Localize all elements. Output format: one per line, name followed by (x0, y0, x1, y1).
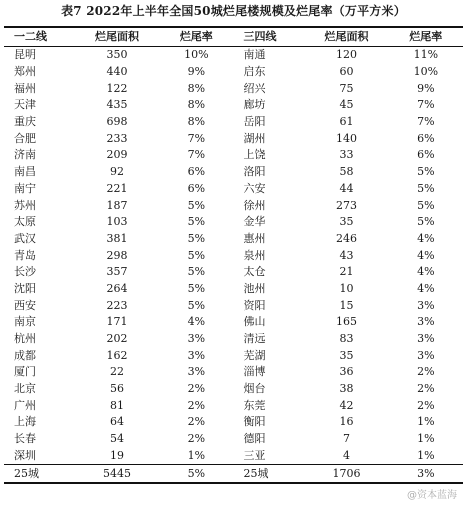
rate-cell: 8% (187, 115, 206, 129)
city-cell: 南昌 (14, 165, 36, 179)
city-cell: 广州 (14, 398, 36, 412)
area-cell: 15 (339, 298, 354, 312)
area-cell: 223 (106, 298, 128, 312)
table-row (4, 314, 463, 331)
rate-cell: 2% (417, 365, 435, 379)
rate-cell: 4% (187, 315, 206, 329)
area-cell: 21 (339, 265, 354, 279)
rate-cell: 6% (417, 148, 435, 162)
city-cell: 六安 (243, 181, 266, 195)
header-area: 烂尾面积 (304, 27, 388, 47)
rate-cell: 4% (417, 248, 435, 262)
area-cell: 171 (106, 315, 128, 329)
total-area-cell: 5445 (75, 465, 159, 484)
area-cell: 209 (106, 148, 128, 162)
rate-cell: 4% (417, 265, 435, 279)
city-cell: 清远 (243, 332, 266, 346)
city-cell: 三亚 (243, 448, 266, 462)
table-row (4, 381, 463, 398)
table-caption: 表7 2022年上半年全国50城烂尾楼规模及烂尾率（万平方米） (61, 4, 406, 18)
header-tier34: 三四线 (233, 27, 304, 47)
city-cell: 芜湖 (243, 348, 266, 362)
area-cell: 60 (339, 65, 354, 79)
rate-cell: 6% (187, 181, 206, 195)
city-cell: 上饶 (243, 148, 266, 162)
city-cell: 烟台 (243, 382, 266, 396)
area-cell: 698 (106, 115, 128, 129)
area-cell: 140 (335, 131, 357, 145)
area-cell: 75 (339, 81, 354, 95)
rate-cell: 5% (187, 198, 206, 212)
city-cell: 上海 (14, 415, 36, 429)
total-city-cell: 25城 (4, 465, 75, 484)
area-cell: 120 (335, 48, 357, 62)
table-row (4, 247, 463, 264)
city-cell: 长春 (14, 432, 36, 446)
table-row (4, 297, 463, 314)
area-cell: 165 (335, 315, 357, 329)
area-cell: 221 (106, 181, 128, 195)
city-cell: 太仓 (243, 265, 266, 279)
data-table (4, 26, 463, 484)
rate-cell: 5% (417, 181, 435, 195)
table-row (4, 130, 463, 147)
area-cell: 54 (110, 432, 124, 446)
area-cell: 64 (110, 415, 124, 429)
rate-cell: 5% (417, 198, 435, 212)
area-cell: 45 (339, 98, 354, 112)
city-cell: 天津 (14, 98, 36, 112)
table-row (4, 181, 463, 198)
rate-cell: 11% (413, 48, 439, 62)
total-city-cell: 25城 (233, 465, 304, 484)
header-tier12: 一二线 (4, 27, 75, 47)
city-cell: 廊坊 (243, 98, 266, 112)
area-cell: 44 (339, 181, 354, 195)
rate-cell: 1% (187, 448, 206, 462)
city-cell: 佛山 (243, 315, 266, 329)
table-row (4, 281, 463, 298)
rate-cell: 10% (184, 48, 209, 62)
table-row (4, 214, 463, 231)
city-cell: 昆明 (14, 48, 36, 62)
total-rate-cell: 5% (159, 465, 233, 484)
city-cell: 沈阳 (14, 281, 36, 295)
city-cell: 南通 (243, 48, 266, 62)
city-cell: 衡阳 (243, 415, 266, 429)
table-row (4, 397, 463, 414)
rate-cell: 9% (187, 65, 206, 79)
rate-cell: 6% (187, 165, 206, 179)
city-cell: 长沙 (14, 265, 36, 279)
area-cell: 81 (110, 398, 124, 412)
city-cell: 泉州 (243, 248, 266, 262)
city-cell: 厦门 (14, 365, 36, 379)
rate-cell: 7% (417, 98, 435, 112)
area-cell: 42 (339, 398, 354, 412)
table-row (4, 197, 463, 214)
rate-cell: 3% (187, 332, 206, 346)
rate-cell: 6% (417, 131, 435, 145)
area-cell: 233 (106, 131, 128, 145)
area-cell: 381 (106, 231, 128, 245)
rate-cell: 3% (417, 315, 435, 329)
area-cell: 435 (106, 98, 128, 112)
city-cell: 苏州 (14, 198, 36, 212)
area-cell: 33 (339, 148, 354, 162)
city-cell: 资阳 (243, 298, 266, 312)
city-cell: 惠州 (243, 231, 266, 245)
city-cell: 绍兴 (243, 81, 266, 95)
area-cell: 103 (106, 215, 128, 229)
rate-cell: 4% (417, 231, 435, 245)
table-row (4, 231, 463, 248)
rate-cell: 2% (187, 382, 206, 396)
rate-cell: 8% (187, 81, 206, 95)
area-cell: 273 (335, 198, 357, 212)
area-cell: 350 (106, 48, 128, 62)
rate-cell: 5% (187, 248, 206, 262)
rate-cell: 1% (417, 448, 435, 462)
rate-cell: 3% (187, 348, 206, 362)
rate-cell: 7% (187, 131, 206, 145)
area-cell: 440 (106, 65, 128, 79)
rate-cell: 7% (417, 115, 435, 129)
rate-cell: 5% (187, 281, 206, 295)
area-cell: 35 (339, 348, 354, 362)
city-cell: 南京 (14, 315, 36, 329)
table-row (4, 164, 463, 181)
total-row (4, 465, 463, 484)
area-cell: 35 (339, 215, 354, 229)
rate-cell: 2% (417, 398, 435, 412)
rate-cell: 5% (417, 165, 435, 179)
area-cell: 357 (106, 265, 128, 279)
watermark: @资本蓝海 (407, 490, 457, 501)
rate-cell: 5% (187, 265, 206, 279)
city-cell: 启东 (243, 65, 266, 79)
city-cell: 西安 (14, 298, 36, 312)
table-row (4, 364, 463, 381)
rate-cell: 10% (413, 65, 439, 79)
city-cell: 德阳 (243, 432, 266, 446)
city-cell: 洛阳 (243, 165, 266, 179)
city-cell: 湖州 (243, 131, 266, 145)
area-cell: 58 (339, 165, 354, 179)
table-row (4, 431, 463, 448)
rate-cell: 7% (187, 148, 206, 162)
rate-cell: 3% (417, 332, 435, 346)
area-cell: 246 (335, 231, 357, 245)
city-cell: 成都 (14, 348, 36, 362)
rate-cell: 3% (417, 348, 435, 362)
city-cell: 东莞 (243, 398, 266, 412)
rate-cell: 5% (187, 231, 206, 245)
city-cell: 太原 (14, 215, 36, 229)
city-cell: 金华 (243, 215, 266, 229)
area-cell: 122 (106, 81, 128, 95)
table-row (4, 97, 463, 114)
area-cell: 298 (106, 248, 128, 262)
area-cell: 264 (106, 281, 128, 295)
area-cell: 16 (339, 415, 354, 429)
area-cell: 4 (342, 448, 350, 462)
area-cell: 162 (106, 348, 128, 362)
area-cell: 43 (339, 248, 354, 262)
city-cell: 济南 (14, 148, 36, 162)
area-cell: 10 (339, 281, 354, 295)
city-cell: 北京 (14, 382, 36, 396)
table-row (4, 331, 463, 348)
header-row (4, 27, 463, 47)
header-area: 烂尾面积 (75, 27, 159, 47)
table-row (4, 80, 463, 97)
area-cell: 56 (110, 382, 124, 396)
table-row (4, 448, 463, 465)
rate-cell: 5% (187, 298, 206, 312)
city-cell: 郑州 (14, 65, 36, 79)
rate-cell: 5% (417, 215, 435, 229)
city-cell: 重庆 (14, 115, 36, 129)
rate-cell: 2% (417, 382, 435, 396)
city-cell: 岳阳 (243, 115, 266, 129)
table-row (4, 64, 463, 81)
area-cell: 83 (339, 332, 354, 346)
rate-cell: 1% (417, 415, 435, 429)
table-row (4, 147, 463, 164)
rate-cell: 2% (187, 398, 206, 412)
city-cell: 池州 (243, 281, 266, 295)
city-cell: 福州 (14, 81, 36, 95)
rate-cell: 2% (187, 415, 206, 429)
area-cell: 22 (110, 365, 124, 379)
header-rate: 烂尾率 (389, 27, 463, 47)
rate-cell: 8% (187, 98, 206, 112)
city-cell: 淄博 (243, 365, 266, 379)
area-cell: 19 (110, 448, 124, 462)
area-cell: 38 (339, 382, 354, 396)
rate-cell: 1% (417, 432, 435, 446)
total-area-cell: 1706 (304, 465, 388, 484)
city-cell: 合肥 (14, 131, 36, 145)
area-cell: 202 (106, 332, 128, 346)
table-body (4, 47, 463, 484)
city-cell: 杭州 (14, 332, 36, 346)
table-row (4, 414, 463, 431)
table-row (4, 114, 463, 131)
total-rate-cell: 3% (389, 465, 463, 484)
area-cell: 92 (110, 165, 124, 179)
rate-cell: 3% (187, 365, 206, 379)
city-cell: 青岛 (14, 248, 36, 262)
area-cell: 7 (342, 432, 350, 446)
city-cell: 徐州 (243, 198, 266, 212)
city-cell: 武汉 (14, 231, 36, 245)
city-cell: 深圳 (14, 448, 36, 462)
table-row (4, 347, 463, 364)
area-cell: 61 (339, 115, 354, 129)
rate-cell: 2% (187, 432, 206, 446)
table-row (4, 264, 463, 281)
rate-cell: 5% (187, 215, 206, 229)
header-rate: 烂尾率 (159, 27, 233, 47)
area-cell: 36 (339, 365, 354, 379)
city-cell: 南宁 (14, 181, 36, 195)
area-cell: 187 (106, 198, 128, 212)
table-row (4, 47, 463, 64)
rate-cell: 3% (417, 298, 435, 312)
rate-cell: 9% (417, 81, 435, 95)
rate-cell: 4% (417, 281, 435, 295)
